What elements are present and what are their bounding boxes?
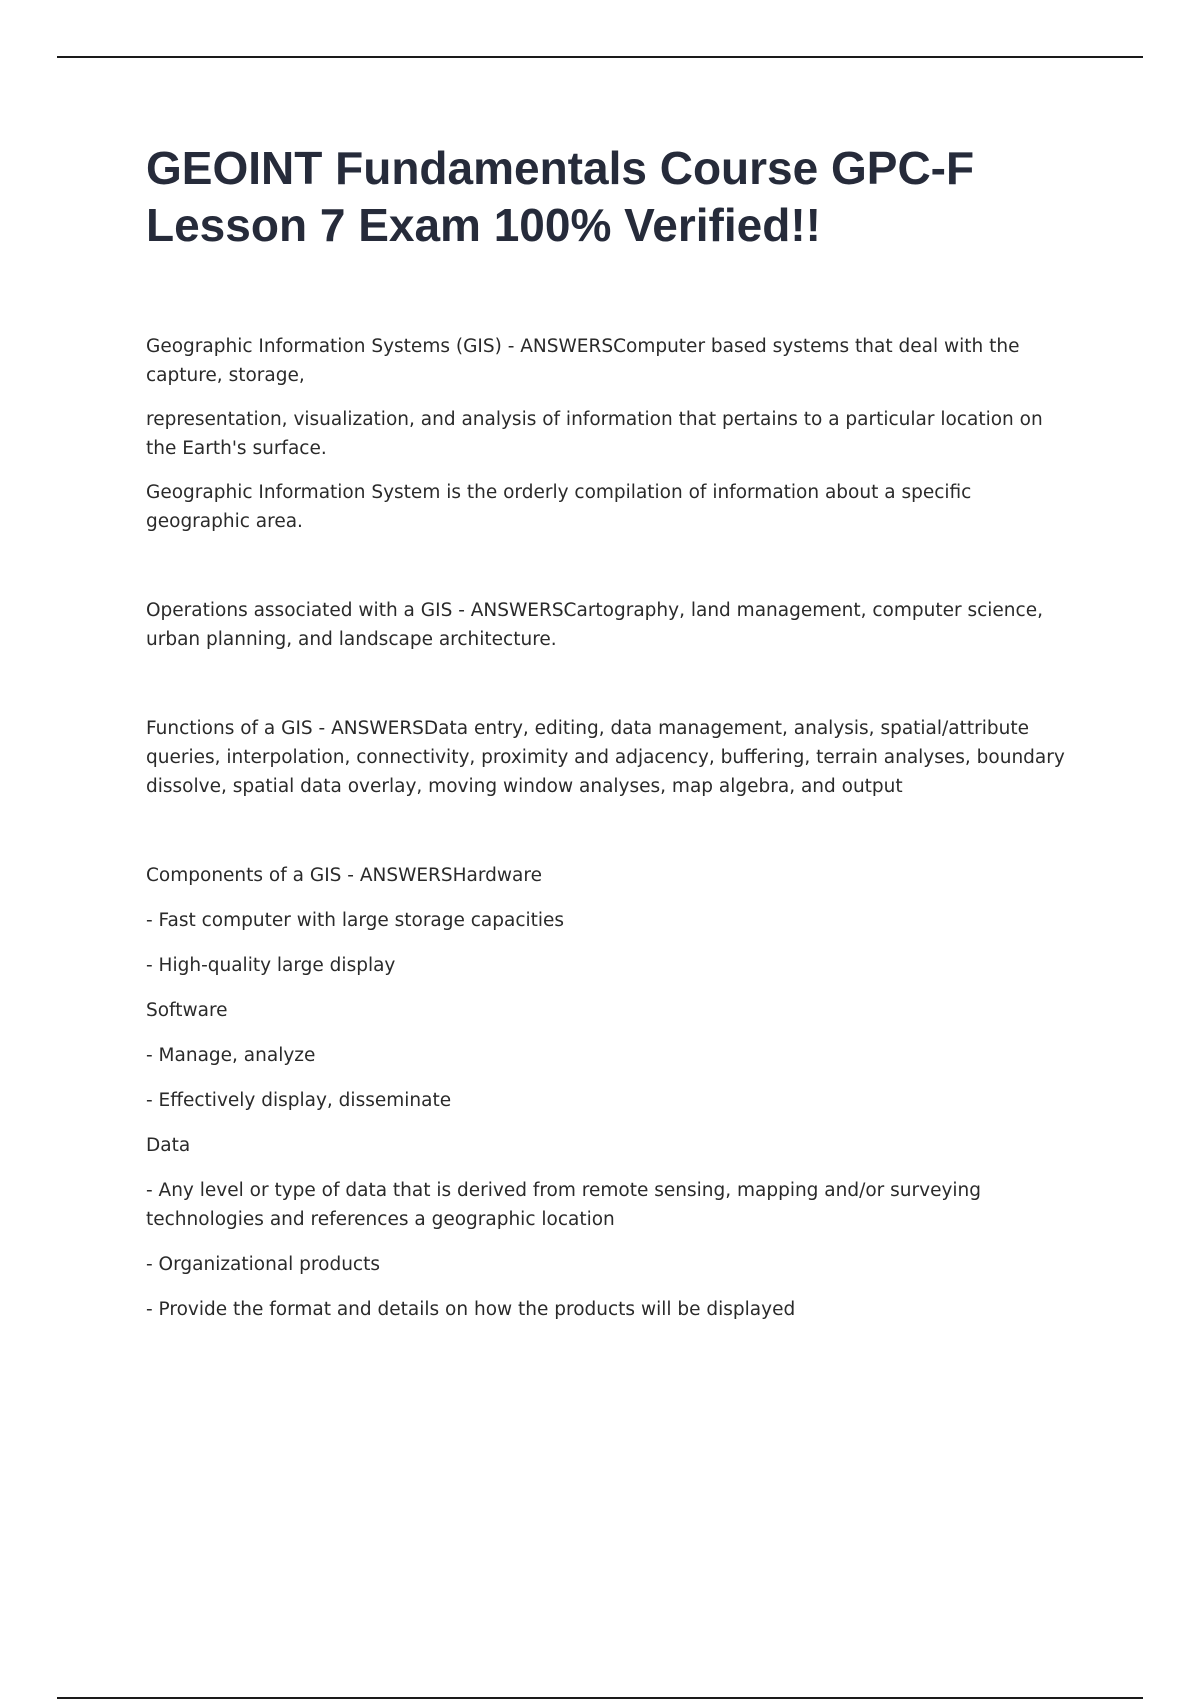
list-item: - High-quality large display — [146, 955, 396, 976]
paragraph: representation, visualization, and analysis of information that pertains to a particular location on the Earth's surface. — [146, 409, 1043, 459]
list-item: - Fast computer with large storage capacities — [146, 910, 565, 931]
list-item: - Provide the format and details on how the products will be displayed — [146, 1299, 796, 1320]
entry-gis-components — [146, 861, 1076, 1324]
top-rule — [57, 56, 1143, 58]
section-label: Data — [146, 1135, 191, 1156]
paragraph: Geographic Information System is the orderly compilation of information about a specific geographic area. — [146, 482, 972, 532]
paragraph: Components of a GIS - ANSWERSHardware — [146, 865, 542, 886]
paragraph: Geographic Information Systems (GIS) - ANSWERSComputer based systems that deal with the capture, storage, — [146, 336, 1020, 386]
entry-gis-definition — [146, 332, 1076, 536]
list-item: - Manage, analyze — [146, 1045, 316, 1066]
entry-gis-operations — [146, 596, 1076, 654]
document-body — [146, 332, 1076, 1324]
list-item: - Organizational products — [146, 1254, 380, 1275]
document-content — [146, 140, 1076, 1384]
paragraph: Operations associated with a GIS - ANSWERSCartography, land management, computer science, urban planning, and landscape architecture. — [146, 600, 1043, 650]
title-line-2: Lesson 7 Exam 100% Verified!! — [146, 199, 821, 251]
bottom-rule — [57, 1697, 1143, 1699]
paragraph: Functions of a GIS - ANSWERSData entry, editing, data management, analysis, spatial/attribute queries, interpolation, connectivity, proximity and adjacency, buffering, terrain analyses, boundary dissolve, spatial data overlay, moving window analyses, map algebra, and output — [146, 718, 1065, 797]
list-item: - Any level or type of data that is derived from remote sensing, mapping and/or surveying technologies and references a geographic location — [146, 1180, 982, 1230]
title-line-1: GEOINT Fundamentals Course GPC-F — [146, 142, 975, 194]
document-title — [146, 140, 1076, 254]
list-item: - Effectively display, disseminate — [146, 1090, 452, 1111]
section-label: Software — [146, 1000, 228, 1021]
entry-gis-functions — [146, 714, 1076, 801]
